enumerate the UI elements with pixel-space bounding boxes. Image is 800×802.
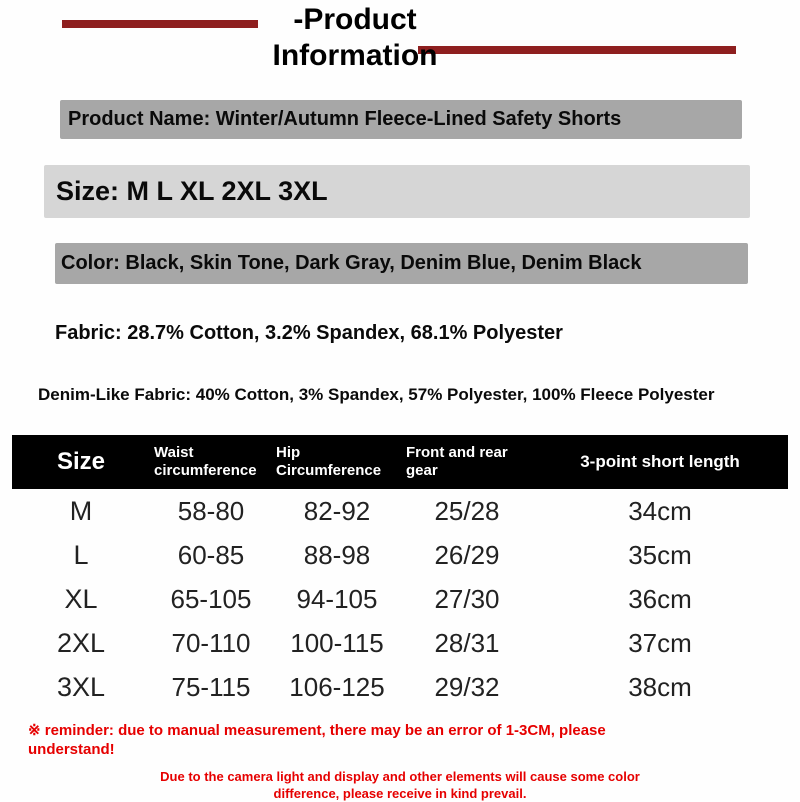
cell-waist: 75-115	[171, 671, 251, 702]
fabric-composition-row: Fabric: 28.7% Cotton, 3.2% Spandex, 68.1% Polyester	[55, 322, 563, 344]
table-row	[12, 577, 788, 621]
cell-size: 3XL	[56, 671, 106, 702]
page-header	[0, 0, 800, 92]
size-chart-header	[12, 435, 788, 489]
cell-waist: 70-110	[171, 627, 251, 658]
table-row	[12, 489, 788, 533]
cell-front: 25/28	[434, 495, 500, 526]
table-row	[12, 621, 788, 665]
cell-length: 37cm	[628, 627, 692, 658]
cell-size: L	[73, 539, 89, 570]
cell-waist: 60-85	[177, 539, 245, 570]
table-row	[12, 665, 788, 709]
cell-front: 26/29	[434, 539, 500, 570]
cell-hip: 100-115	[290, 627, 384, 658]
page-title	[205, 2, 505, 74]
size-chart-table	[12, 435, 788, 709]
cell-length: 35cm	[628, 539, 692, 570]
color-options-row: Color: Black, Skin Tone, Dark Gray, Denim Blue, Denim Black	[55, 243, 748, 284]
product-name-row: Product Name: Winter/Autumn Fleece-Lined Safety Shorts	[60, 100, 742, 139]
size-options-row: Size: M L XL 2XL 3XL	[44, 165, 750, 218]
cell-size: 2XL	[56, 627, 106, 658]
measurement-reminder-note: ※ reminder: due to manual measurement, there may be an error of 1-3CM, please understand!	[28, 722, 606, 758]
size-chart-body	[12, 489, 788, 709]
cell-waist: 65-105	[170, 583, 252, 614]
cell-waist: 58-80	[177, 495, 245, 526]
header-size: Size	[12, 435, 150, 489]
cell-size: XL	[64, 583, 98, 614]
color-difference-note: Due to the camera light and display and other elements will cause some color difference, please receive in kind prevail.	[160, 769, 640, 801]
cell-hip: 88-98	[303, 539, 371, 570]
cell-front: 28/31	[434, 627, 500, 658]
cell-length: 38cm	[628, 671, 692, 702]
table-row	[12, 533, 788, 577]
cell-length: 36cm	[628, 583, 692, 614]
cell-hip: 82-92	[303, 495, 371, 526]
header-front-rear: Front and rear gear	[402, 435, 532, 489]
page-title-line2: Information	[272, 39, 438, 72]
cell-hip: 94-105	[296, 583, 378, 614]
page-title-line1: -Product	[293, 3, 417, 36]
header-hip: Hip Circumference	[272, 435, 402, 489]
cell-size: M	[69, 495, 93, 526]
cell-front: 27/30	[434, 583, 500, 614]
header-short-length: 3-point short length	[532, 435, 788, 489]
denim-fabric-composition-row: Denim-Like Fabric: 40% Cotton, 3% Spandex, 57% Polyester, 100% Fleece Polyester	[38, 385, 715, 404]
cell-length: 34cm	[628, 495, 692, 526]
cell-hip: 106-125	[289, 671, 385, 702]
cell-front: 29/32	[434, 671, 500, 702]
header-waist: Waist circumference	[150, 435, 272, 489]
table-header-row	[12, 435, 788, 489]
